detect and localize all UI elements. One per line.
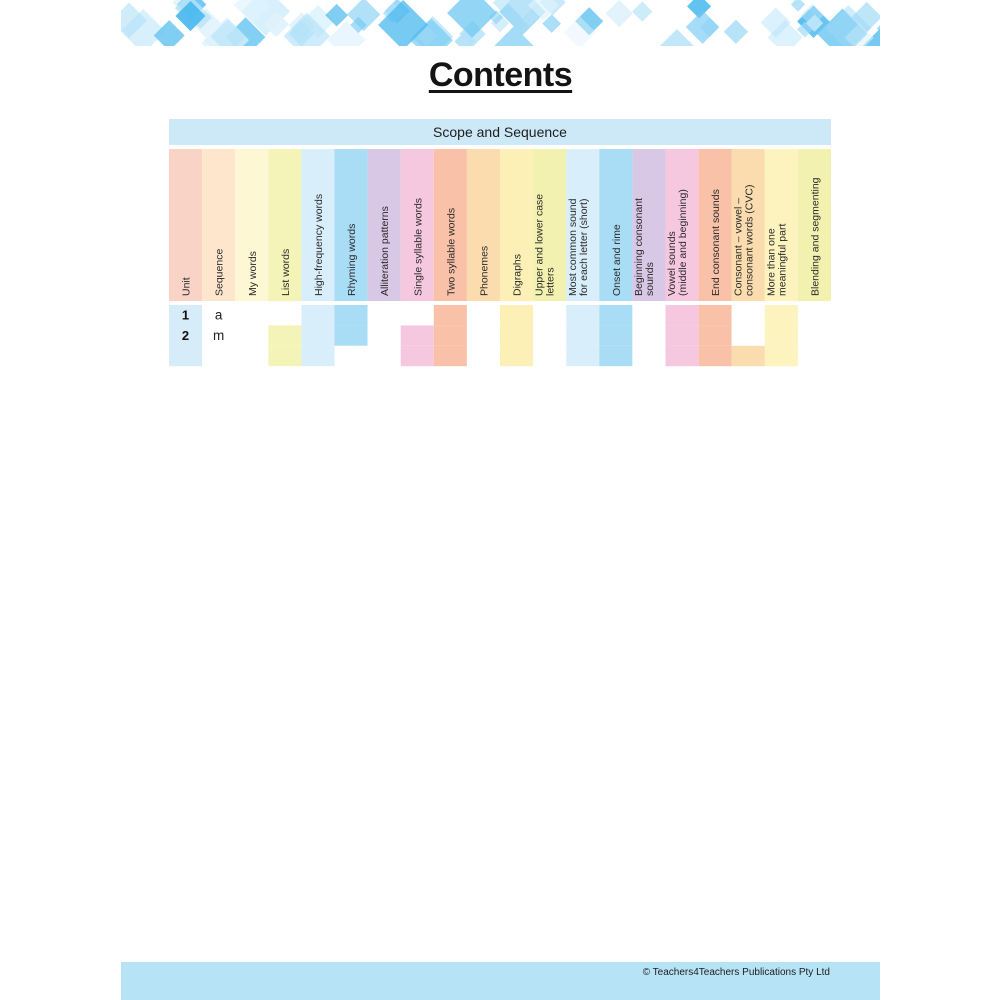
column-header-label: Vowel sounds <box>666 231 679 296</box>
column-header-label: My words <box>246 251 259 296</box>
decor-square <box>632 1 652 21</box>
column-header-label: (middle and beginning) <box>677 189 690 296</box>
covered-cell <box>500 325 533 345</box>
covered-cell <box>666 325 699 345</box>
column-header-label: Blending and segmenting <box>809 177 822 296</box>
column-header <box>599 149 632 301</box>
column-header-label: Phonemes <box>478 245 491 296</box>
column-header <box>699 149 732 301</box>
column-header <box>202 149 235 301</box>
decor-square <box>659 29 696 46</box>
column-header <box>566 149 599 301</box>
column-header-label: letters <box>544 267 557 296</box>
column-header-label: Two syllable words <box>445 207 458 296</box>
covered-cell <box>666 346 699 366</box>
empty-cell <box>235 305 268 325</box>
covered-cell <box>599 305 632 325</box>
covered-cell <box>301 346 334 366</box>
unit-number: 1 <box>181 307 190 323</box>
covered-cell <box>599 346 632 366</box>
column-header-label: for each letter (short) <box>577 198 590 296</box>
column-header <box>268 149 301 301</box>
covered-cell <box>335 325 368 345</box>
empty-cell <box>533 325 566 345</box>
column-header-label: Most common sound <box>566 198 579 296</box>
covered-cell <box>500 305 533 325</box>
covered-cell <box>268 325 301 345</box>
covered-cell <box>765 346 798 366</box>
column-header <box>301 149 334 301</box>
covered-cell <box>301 325 334 345</box>
covered-cell <box>732 346 765 366</box>
empty-cell <box>401 305 434 325</box>
empty-cell <box>368 346 401 366</box>
covered-cell <box>268 346 301 366</box>
covered-cell <box>301 305 334 325</box>
sequence-cell <box>202 346 235 366</box>
empty-cell <box>798 325 831 345</box>
empty-cell <box>732 325 765 345</box>
empty-cell <box>235 325 268 345</box>
column-header <box>467 149 500 301</box>
decor-square <box>791 0 805 12</box>
column-header-label: Upper and lower case <box>533 193 546 296</box>
covered-cell <box>699 325 732 345</box>
empty-cell <box>467 346 500 366</box>
column-header <box>666 149 699 301</box>
empty-cell <box>235 346 268 366</box>
column-header-label: sounds <box>643 262 656 296</box>
column-header <box>235 149 268 301</box>
column-header <box>335 149 368 301</box>
column-header <box>765 149 798 301</box>
covered-cell <box>765 305 798 325</box>
covered-cell <box>666 305 699 325</box>
column-header <box>798 149 831 301</box>
column-header <box>368 149 401 301</box>
page <box>121 0 880 1000</box>
covered-cell <box>699 305 732 325</box>
column-header <box>533 149 566 301</box>
column-header-label: More than one <box>765 228 778 296</box>
decor-square <box>154 20 185 46</box>
column-header <box>632 149 665 301</box>
column-header <box>732 149 765 301</box>
covered-cell <box>566 325 599 345</box>
table-row <box>169 325 831 345</box>
covered-cell <box>401 325 434 345</box>
covered-cell <box>765 325 798 345</box>
empty-cell <box>368 325 401 345</box>
column-header <box>434 149 467 301</box>
covered-cell <box>599 325 632 345</box>
scope-sequence-table <box>169 149 831 917</box>
copyright-text: © Teachers4Teachers Publications Pty Ltd <box>642 967 830 978</box>
covered-cell <box>434 346 467 366</box>
column-header-label: Beginning consonant <box>632 197 645 296</box>
column-header <box>401 149 434 301</box>
column-header-label: List words <box>279 248 292 296</box>
decor-square <box>606 0 633 27</box>
column-header-label: consonant words (CVC) <box>743 184 756 296</box>
table-row <box>169 346 831 366</box>
empty-cell <box>467 325 500 345</box>
covered-cell <box>500 346 533 366</box>
page-title: Contents <box>428 56 573 94</box>
column-header-label: Alliteration patterns <box>379 206 392 296</box>
unit-number: 2 <box>181 328 190 344</box>
covered-cell <box>699 346 732 366</box>
covered-cell <box>566 346 599 366</box>
scope-sequence-banner <box>169 119 831 145</box>
empty-cell <box>732 305 765 325</box>
empty-cell <box>268 305 301 325</box>
column-header-label: Digraphs <box>511 253 524 296</box>
column-header-label: Unit <box>180 277 193 296</box>
empty-cell <box>533 305 566 325</box>
empty-cell <box>467 305 500 325</box>
empty-cell <box>632 346 665 366</box>
column-header <box>500 149 533 301</box>
unit-cell <box>169 346 202 366</box>
column-header-label: End consonant sounds <box>710 189 723 296</box>
covered-cell <box>401 346 434 366</box>
column-header-label: Consonant – vowel – <box>732 197 745 296</box>
column-header-label: Rhyming words <box>346 223 359 296</box>
column-header-label: Single syllable words <box>412 197 425 296</box>
empty-cell <box>533 346 566 366</box>
empty-cell <box>798 305 831 325</box>
empty-cell <box>798 346 831 366</box>
column-header <box>169 149 202 301</box>
decor-square <box>686 10 720 44</box>
sequence-letters: a <box>214 307 223 323</box>
column-header-label: meaningful part <box>776 223 789 296</box>
empty-cell <box>632 305 665 325</box>
sequence-letters: m <box>213 328 225 344</box>
covered-cell <box>335 305 368 325</box>
covered-cell <box>434 305 467 325</box>
column-header-label: Sequence <box>213 248 226 296</box>
decorative-header-pattern <box>121 0 880 46</box>
column-header-label: High-frequency words <box>312 193 325 296</box>
empty-cell <box>335 346 368 366</box>
footer-bar <box>121 962 880 1000</box>
empty-cell <box>632 325 665 345</box>
decor-square <box>724 20 748 44</box>
banner-label: Scope and Sequence <box>433 124 567 140</box>
empty-cell <box>368 305 401 325</box>
decor-square <box>447 0 497 38</box>
covered-cell <box>434 325 467 345</box>
covered-cell <box>566 305 599 325</box>
column-header-label: Onset and rime <box>610 224 623 296</box>
table-row <box>169 305 831 325</box>
